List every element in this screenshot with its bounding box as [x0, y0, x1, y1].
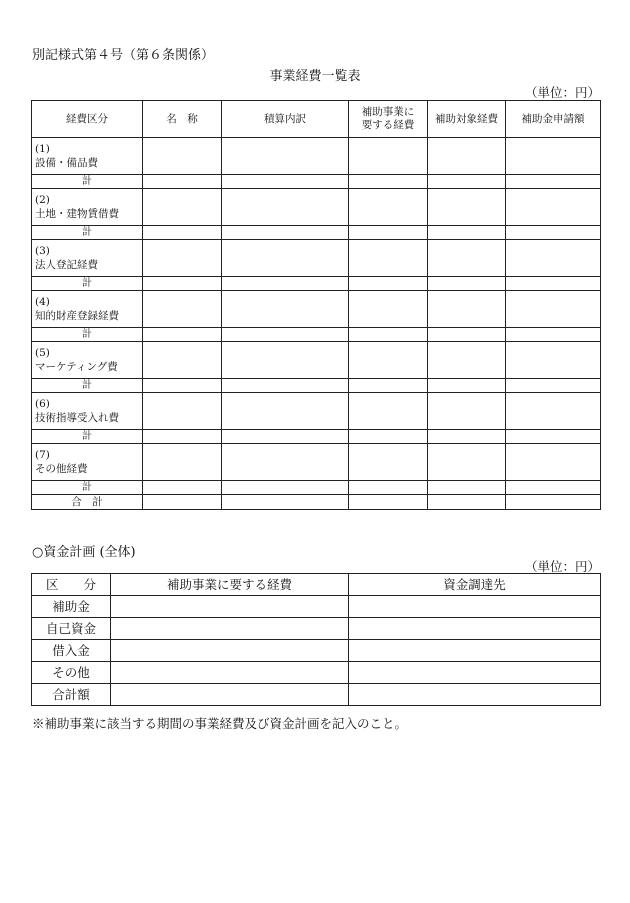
category-cell — [32, 393, 143, 430]
expense-category-row — [32, 444, 601, 481]
subtotal-entry-cell[interactable] — [349, 226, 428, 240]
category-cell — [32, 240, 143, 277]
subtotal-entry-cell[interactable] — [222, 175, 349, 189]
subtotal-label: 計 — [32, 328, 143, 342]
subtotal-entry-cell[interactable] — [222, 481, 349, 495]
expense-entry-cell[interactable] — [143, 240, 222, 277]
subtotal-entry-cell[interactable] — [143, 328, 222, 342]
subtotal-row — [32, 175, 601, 189]
category-name: 設備・備品費 — [35, 157, 98, 169]
expense-category-row — [32, 393, 601, 430]
subtotal-entry-cell[interactable] — [349, 277, 428, 291]
category-number: (3) — [35, 245, 50, 257]
subtotal-row — [32, 328, 601, 342]
subtotal-row — [32, 277, 601, 291]
unit-label: （単位：円） — [524, 85, 600, 100]
expense-entry-cell[interactable] — [222, 342, 349, 379]
category-name: 土地・建物賃借費 — [35, 208, 119, 220]
category-name: その他経費 — [35, 463, 88, 475]
grand-total-label: 合 計 — [32, 495, 143, 510]
expense-entry-cell[interactable] — [143, 291, 222, 328]
header-eligible-cost: 補助対象経費 — [428, 101, 506, 138]
category-name: 知的財産登録経費 — [35, 310, 119, 322]
header-subsidy-request: 補助金申請額 — [506, 101, 601, 138]
subtotal-entry-cell[interactable] — [143, 226, 222, 240]
fund-header-division: 区 分 — [32, 574, 111, 596]
expense-entry-cell[interactable] — [143, 342, 222, 379]
subtotal-row — [32, 481, 601, 495]
expense-entry-cell[interactable] — [349, 342, 428, 379]
grand-total-entry-cell[interactable] — [143, 495, 222, 510]
category-number: (7) — [35, 449, 50, 461]
expense-entry-cell[interactable] — [506, 342, 601, 379]
subtotal-entry-cell[interactable] — [428, 430, 506, 444]
fund-entry-cell[interactable] — [111, 640, 349, 662]
fund-entry-cell[interactable] — [349, 596, 601, 618]
expense-entry-cell[interactable] — [349, 444, 428, 481]
header-project-cost: 補助事業に 要する経費 — [349, 101, 428, 138]
subtotal-label: 計 — [32, 430, 143, 444]
category-number: (6) — [35, 398, 50, 410]
expense-entry-cell[interactable] — [143, 138, 222, 175]
expense-entry-cell[interactable] — [349, 138, 428, 175]
subtotal-entry-cell[interactable] — [428, 481, 506, 495]
fund-row — [32, 596, 601, 618]
expense-entry-cell[interactable] — [222, 444, 349, 481]
category-cell — [32, 138, 143, 175]
expense-header-row — [32, 101, 601, 138]
subtotal-entry-cell[interactable] — [428, 226, 506, 240]
expense-entry-cell[interactable] — [222, 291, 349, 328]
expense-entry-cell[interactable] — [349, 240, 428, 277]
fund-header-row — [32, 574, 601, 596]
subtotal-entry-cell[interactable] — [428, 379, 506, 393]
expense-entry-cell[interactable] — [349, 291, 428, 328]
subtotal-entry-cell[interactable] — [506, 328, 601, 342]
fund-header-source: 資金調達先 — [349, 574, 601, 596]
grand-total-entry-cell[interactable] — [506, 495, 601, 510]
fund-header-cost: 補助事業に要する経費 — [111, 574, 349, 596]
subtotal-entry-cell[interactable] — [506, 430, 601, 444]
subtotal-row — [32, 226, 601, 240]
subtotal-entry-cell[interactable] — [506, 226, 601, 240]
fund-entry-cell[interactable] — [349, 618, 601, 640]
expense-entry-cell[interactable] — [506, 444, 601, 481]
subtotal-row — [32, 379, 601, 393]
subtotal-entry-cell[interactable] — [349, 175, 428, 189]
subtotal-entry-cell[interactable] — [349, 328, 428, 342]
fund-body — [32, 596, 601, 706]
category-number: (2) — [35, 194, 50, 206]
grand-total-row — [32, 495, 601, 510]
expense-entry-cell[interactable] — [428, 189, 506, 226]
subtotal-entry-cell[interactable] — [222, 379, 349, 393]
fund-row — [32, 640, 601, 662]
expense-category-row — [32, 189, 601, 226]
subtotal-entry-cell[interactable] — [506, 379, 601, 393]
expense-category-row — [32, 291, 601, 328]
expense-entry-cell[interactable] — [349, 189, 428, 226]
fund-row-label: 自己資金 — [32, 618, 111, 640]
subtotal-entry-cell[interactable] — [222, 226, 349, 240]
fund-plan-title: ○資金計画 (全体) — [32, 545, 136, 560]
fund-entry-cell[interactable] — [111, 618, 349, 640]
subtotal-entry-cell[interactable] — [349, 379, 428, 393]
subtotal-row — [32, 430, 601, 444]
expense-entry-cell[interactable] — [428, 240, 506, 277]
fund-row — [32, 662, 601, 684]
subtotal-label: 計 — [32, 175, 143, 189]
expense-entry-cell[interactable] — [428, 342, 506, 379]
subtotal-entry-cell[interactable] — [143, 430, 222, 444]
subtotal-entry-cell[interactable] — [506, 175, 601, 189]
subtotal-entry-cell[interactable] — [143, 277, 222, 291]
subtotal-entry-cell[interactable] — [143, 481, 222, 495]
fund-row — [32, 618, 601, 640]
subtotal-entry-cell[interactable] — [222, 328, 349, 342]
fund-entry-cell[interactable] — [349, 684, 601, 706]
footnote: ※補助事業に該当する期間の事業経費及び資金計画を記入のこと。 — [32, 716, 408, 731]
expense-table — [31, 100, 601, 510]
header-category: 経費区分 — [32, 101, 143, 138]
subtotal-entry-cell[interactable] — [349, 481, 428, 495]
category-name: 法人登記経費 — [35, 259, 98, 271]
expense-entry-cell[interactable] — [222, 393, 349, 430]
expense-entry-cell[interactable] — [506, 291, 601, 328]
subtotal-entry-cell[interactable] — [143, 379, 222, 393]
subtotal-label: 計 — [32, 226, 143, 240]
expense-entry-cell[interactable] — [506, 393, 601, 430]
fund-entry-cell[interactable] — [349, 640, 601, 662]
subtotal-entry-cell[interactable] — [222, 430, 349, 444]
fund-unit-label: （単位：円） — [524, 559, 600, 574]
fund-row-label: 借入金 — [32, 640, 111, 662]
subtotal-entry-cell[interactable] — [428, 328, 506, 342]
category-name: 技術指導受入れ費 — [35, 412, 119, 424]
fund-row — [32, 684, 601, 706]
form-label: 別記様式第４号（第６条関係） — [32, 48, 215, 63]
fund-row-label: 合計額 — [32, 684, 111, 706]
grand-total-entry-cell[interactable] — [428, 495, 506, 510]
grand-total-entry-cell[interactable] — [349, 495, 428, 510]
fund-plan-table — [31, 573, 601, 706]
subtotal-entry-cell[interactable] — [349, 430, 428, 444]
category-cell — [32, 342, 143, 379]
expense-entry-cell[interactable] — [506, 189, 601, 226]
fund-row-label: 補助金 — [32, 596, 111, 618]
expense-entry-cell[interactable] — [222, 138, 349, 175]
fund-entry-cell[interactable] — [111, 596, 349, 618]
expense-category-row — [32, 240, 601, 277]
subtotal-label: 計 — [32, 481, 143, 495]
header-name: 名 称 — [143, 101, 222, 138]
category-number: (4) — [35, 296, 50, 308]
category-number: (5) — [35, 347, 50, 359]
subtotal-label: 計 — [32, 379, 143, 393]
expense-entry-cell[interactable] — [349, 393, 428, 430]
expense-category-row — [32, 342, 601, 379]
header-breakdown: 積算内訳 — [222, 101, 349, 138]
fund-entry-cell[interactable] — [111, 662, 349, 684]
document-title: 事業経費一覧表 — [269, 69, 361, 84]
expense-entry-cell[interactable] — [506, 138, 601, 175]
expense-entry-cell[interactable] — [428, 291, 506, 328]
fund-row-label: その他 — [32, 662, 111, 684]
fund-entry-cell[interactable] — [111, 684, 349, 706]
subtotal-label: 計 — [32, 277, 143, 291]
expense-body — [32, 138, 601, 510]
category-cell — [32, 291, 143, 328]
grand-total-entry-cell[interactable] — [222, 495, 349, 510]
expense-entry-cell[interactable] — [143, 444, 222, 481]
subtotal-entry-cell[interactable] — [222, 277, 349, 291]
category-number: (1) — [35, 143, 50, 155]
subtotal-entry-cell[interactable] — [506, 481, 601, 495]
subtotal-entry-cell[interactable] — [428, 175, 506, 189]
subtotal-entry-cell[interactable] — [428, 277, 506, 291]
expense-entry-cell[interactable] — [222, 240, 349, 277]
expense-entry-cell[interactable] — [222, 189, 349, 226]
subtotal-entry-cell[interactable] — [143, 175, 222, 189]
expense-entry-cell[interactable] — [428, 393, 506, 430]
expense-entry-cell[interactable] — [143, 189, 222, 226]
expense-entry-cell[interactable] — [506, 240, 601, 277]
fund-entry-cell[interactable] — [349, 662, 601, 684]
expense-entry-cell[interactable] — [143, 393, 222, 430]
expense-entry-cell[interactable] — [428, 138, 506, 175]
expense-entry-cell[interactable] — [428, 444, 506, 481]
category-cell — [32, 444, 143, 481]
category-cell — [32, 189, 143, 226]
subtotal-entry-cell[interactable] — [506, 277, 601, 291]
expense-category-row — [32, 138, 601, 175]
category-name: マーケティング費 — [35, 361, 118, 373]
